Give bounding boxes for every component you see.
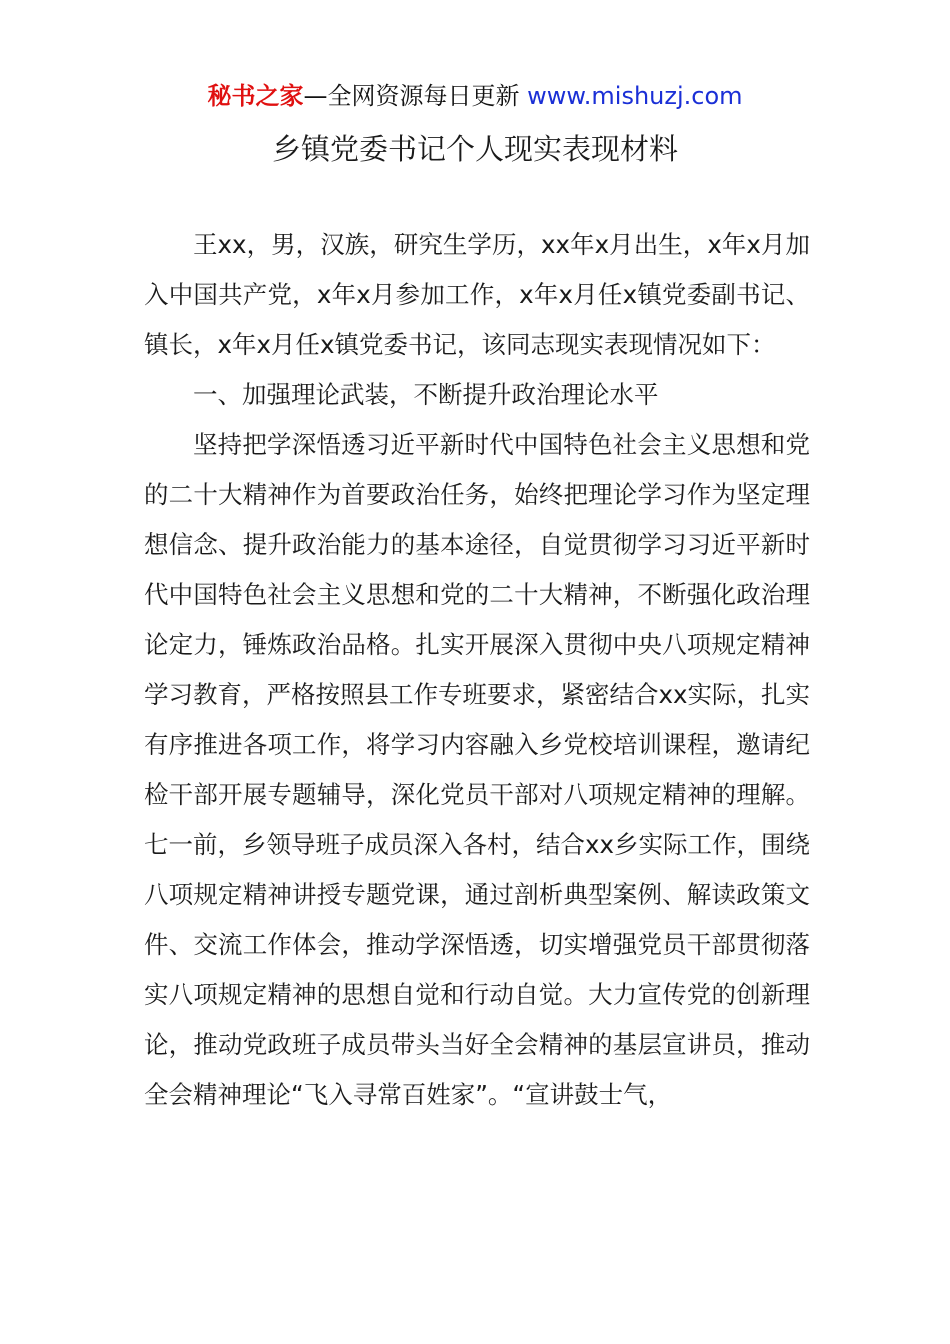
site-url[interactable]: www.mishuzj.com: [527, 82, 743, 110]
document-title: 乡镇党委书记个人现实表现材料: [271, 132, 678, 166]
section-heading: 一、加强理论武装，不断提升政治理论水平: [193, 380, 659, 409]
document-body: [144, 220, 810, 1120]
site-header: [0, 80, 950, 112]
site-tagline: —全网资源每日更新: [303, 82, 528, 110]
site-brand: 秘书之家: [207, 82, 304, 110]
paragraph-body: 坚持把学深悟透习近平新时代中国特色社会主义思想和党的二十大精神作为首要政治任务，始终把理论学习作为坚定理想信念、提升政治能力的基本途径，自觉贯彻学习习近平新时代中国特色社会主义思想和党的二十大精神，不断强化政治理论定力，锤炼政治品格。扎实开展深入贯彻中央八项规定精神学习教育，严格按照县工作专班要求，紧密结合xx实际，扎实有序推进各项工作，将学习内容融入乡党校培训课程，邀请纪检干部开展专题辅导，深化党员干部对八项规定精神的理解。七一前，乡领导班子成员深入各村，结合xx乡实际工作，围绕八项规定精神讲授专题党课，通过剖析典型案例、解读政策文件、交流工作体会，推动学深悟透，切实增强党员干部贯彻落实八项规定精神的思想自觉和行动自觉。大力宣传党的创新理论，推动党政班子成员带头当好全会精神的基层宣讲员，推动全会精神理论“飞入寻常百姓家”。“宣讲鼓士气，: [144, 430, 810, 1109]
paragraph-intro: 王xx，男，汉族，研究生学历，xx年x月出生，x年x月加入中国共产党，x年x月参加工作，x年x月任x镇党委副书记、镇长，x年x月任x镇党委书记，该同志现实表现情况如下：: [144, 230, 810, 359]
